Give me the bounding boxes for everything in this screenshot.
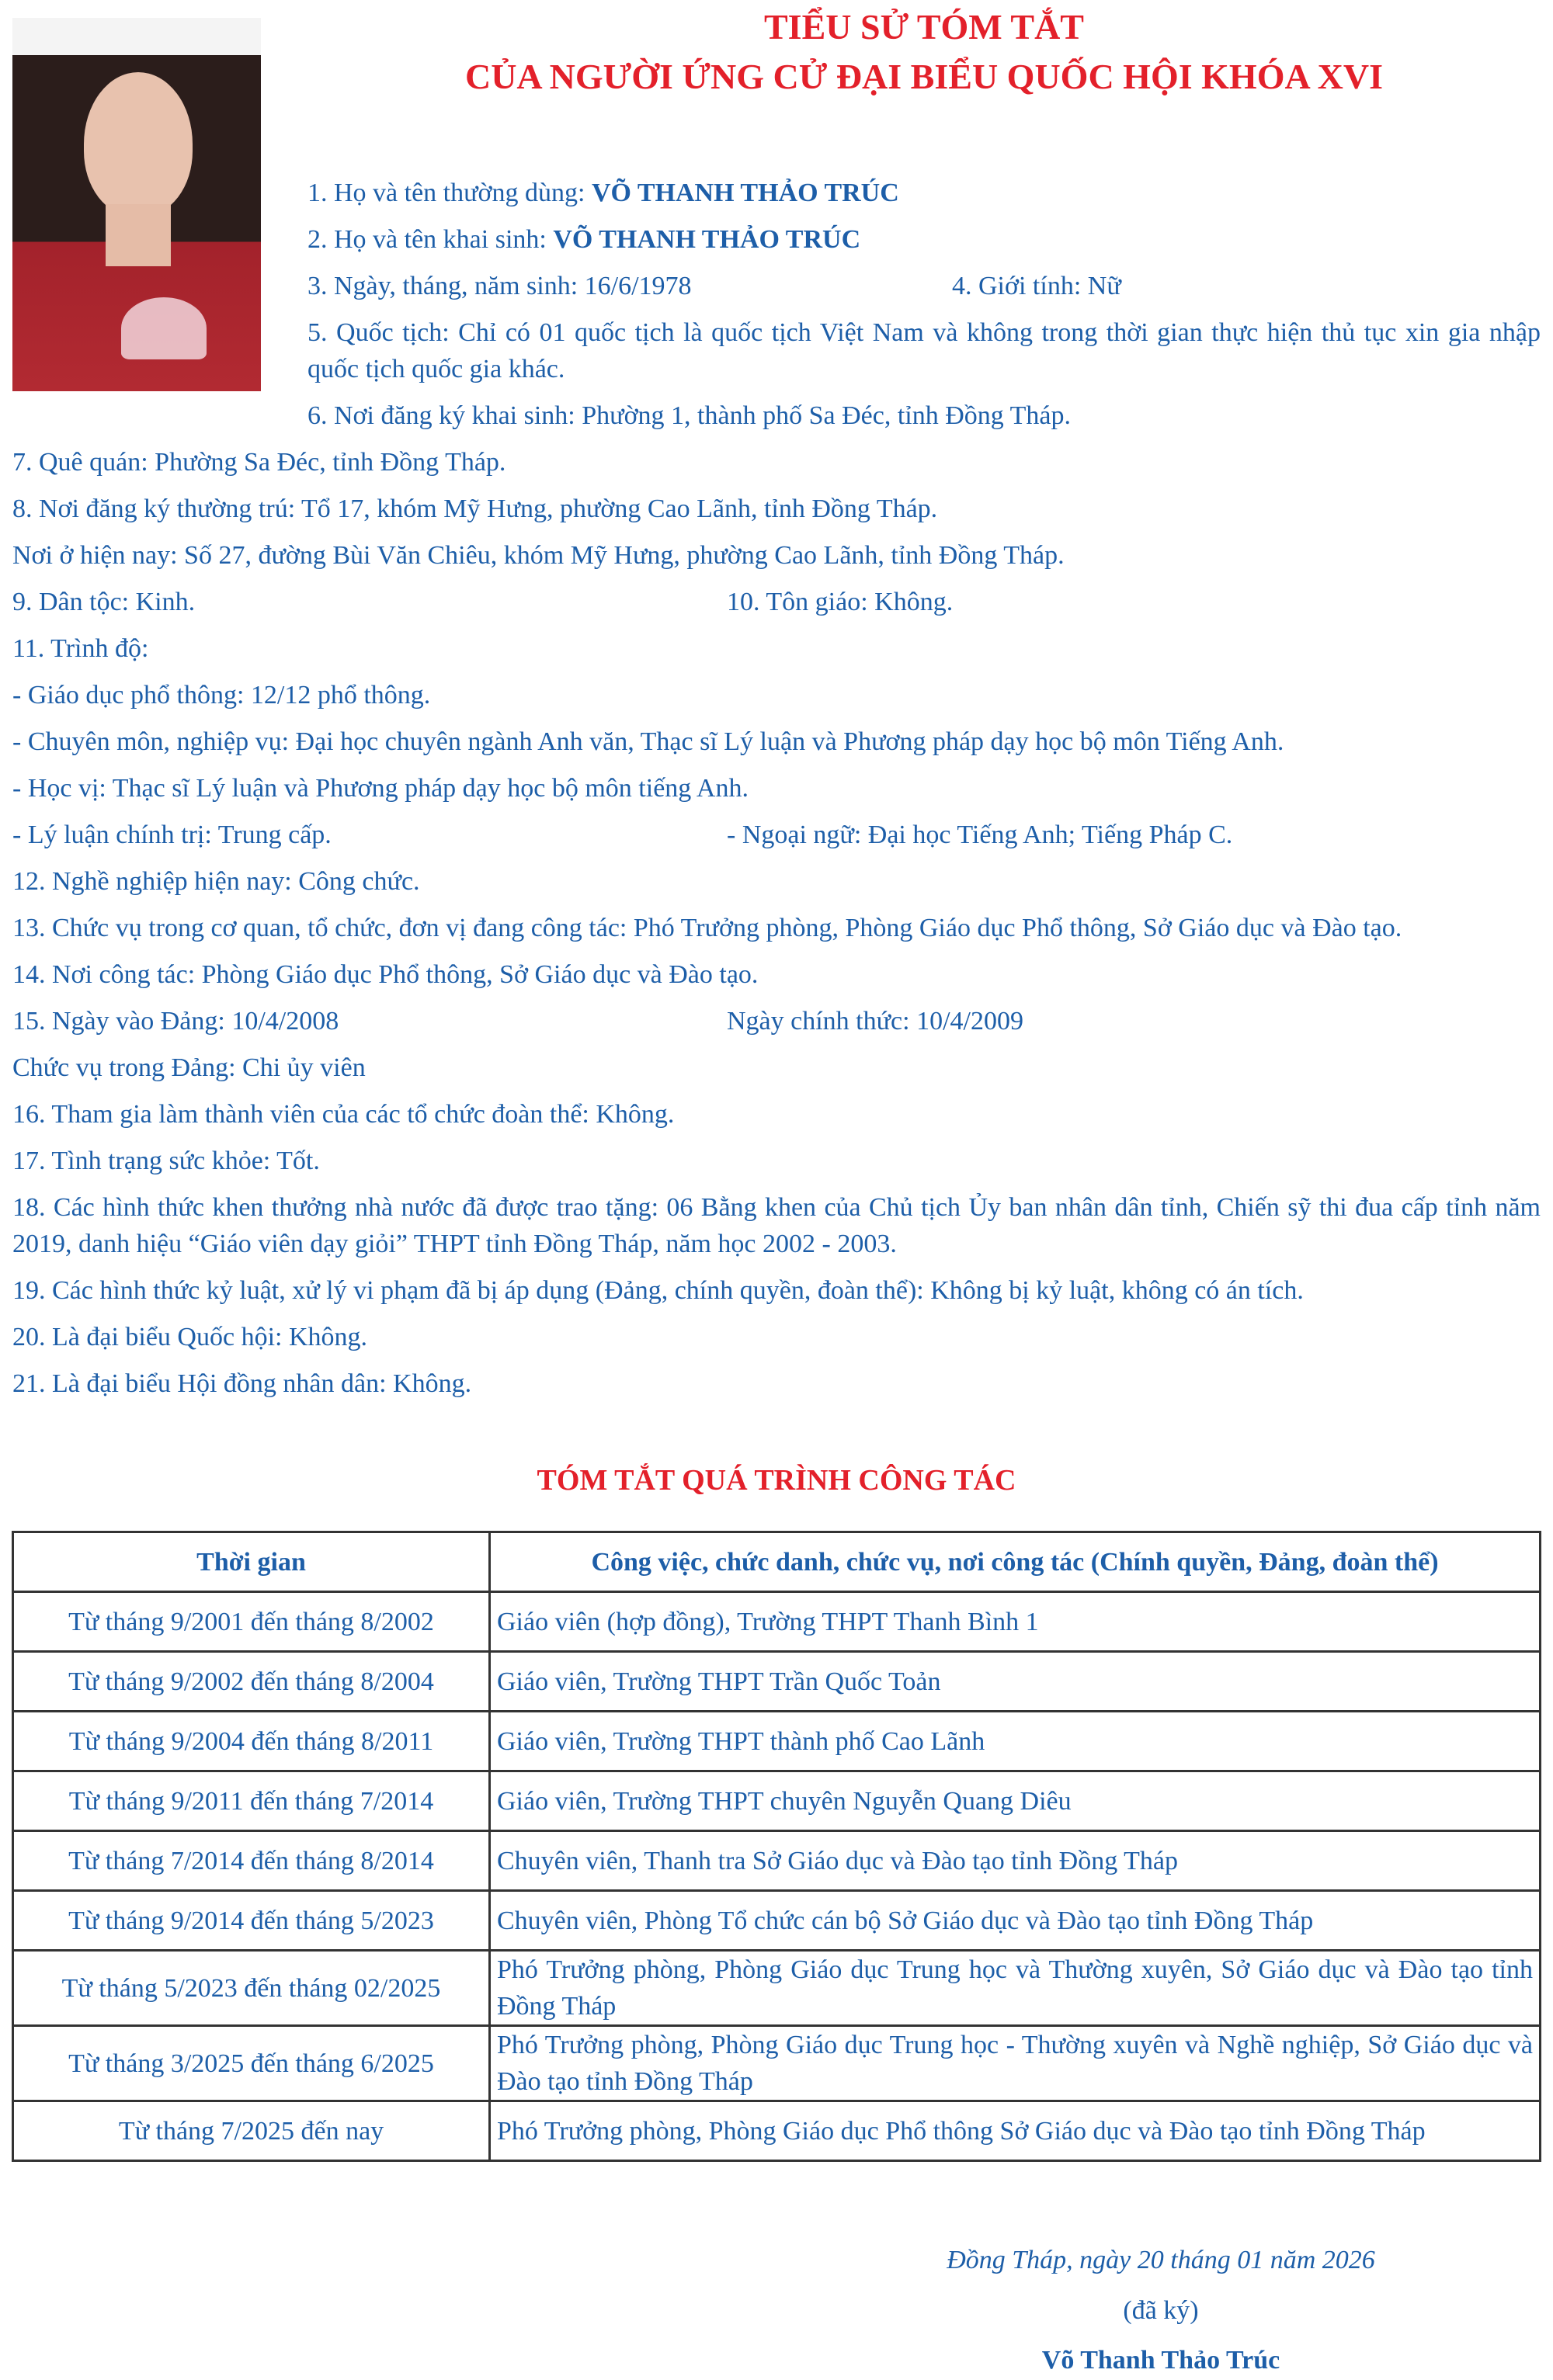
table-row [13, 1652, 1541, 1712]
table-row [13, 1592, 1541, 1652]
period-cell: Từ tháng 7/2014 đến tháng 8/2014 [13, 1831, 490, 1891]
signed-note: (đã ký) [1123, 2296, 1199, 2325]
item-politics-language [12, 817, 1541, 853]
label: 2. Họ và tên khai sinh: [307, 225, 554, 254]
biography-fields [12, 175, 1541, 1412]
table-row [13, 1712, 1541, 1771]
header-time: Thời gian [13, 1532, 490, 1592]
party-official-date: Ngày chính thức: 10/4/2009 [727, 1007, 1023, 1036]
section-title: TÓM TẮT QUÁ TRÌNH CÔNG TÁC [537, 1464, 1016, 1497]
table-header [13, 1532, 1541, 1592]
item-discipline: 19. Các hình thức kỷ luật, xử lý vi phạm đã bị áp dụng (Đảng, chính quyền, đoàn thể): Không bị kỷ luật, không có án tích. [12, 1276, 1304, 1305]
item-nationality: 5. Quốc tịch: Chỉ có 01 quốc tịch là quốc tịch Việt Nam và không trong thời gian thực hiện thủ tục xin gia nhập quốc tịch quốc gia khác. [307, 318, 1541, 383]
item-hometown: 7. Quê quán: Phường Sa Đéc, tỉnh Đồng Tháp. [12, 448, 506, 477]
item-council-deputy: 21. Là đại biểu Hội đồng nhân dân: Không. [12, 1369, 472, 1398]
table-row [13, 2026, 1541, 2101]
work-history-table [12, 1531, 1541, 2162]
work-cell: Chuyên viên, Phòng Tổ chức cán bộ Sở Giáo dục và Đào tạo tỉnh Đồng Tháp [490, 1891, 1541, 1951]
work-cell: Phó Trưởng phòng, Phòng Giáo dục Trung học - Thường xuyên và Nghề nghiệp, Sở Giáo dục và Đào tạo tỉnh Đồng Tháp [490, 2026, 1541, 2101]
place-date: Đồng Tháp, ngày 20 tháng 01 năm 2026 [947, 2246, 1375, 2274]
item-party-position: Chức vụ trong Đảng: Chi ủy viên [12, 1053, 366, 1082]
table-row [13, 1951, 1541, 2026]
item-awards: 18. Các hình thức khen thưởng nhà nước đã được trao tặng: 06 Bằng khen của Chủ tịch Ủy ban nhân dân tỉnh, Chiến sỹ thi đua cấp tỉnh năm 2019, danh hiệu “Giáo viên dạy giỏi” THPT tỉnh Đồng Tháp, năm học 2002 - 2003. [12, 1193, 1541, 1258]
item-general-education: - Giáo dục phổ thông: 12/12 phổ thông. [12, 681, 431, 709]
item-na-deputy: 20. Là đại biểu Quốc hội: Không. [12, 1323, 368, 1351]
political-theory: - Lý luận chính trị: Trung cấp. [12, 821, 332, 849]
work-cell: Chuyên viên, Thanh tra Sở Giáo dục và Đào tạo tỉnh Đồng Tháp [490, 1831, 1541, 1891]
period-cell: Từ tháng 9/2004 đến tháng 8/2011 [13, 1712, 490, 1771]
item-health: 17. Tình trạng sức khỏe: Tốt. [12, 1147, 320, 1175]
name-value: VÕ THANH THẢO TRÚC [591, 179, 899, 207]
signer-name: Võ Thanh Thảo Trúc [1041, 2346, 1280, 2375]
item-current-address: Nơi ở hiện nay: Số 27, đường Bùi Văn Chiêu, khóm Mỹ Hưng, phường Cao Lãnh, tỉnh Đồng Tháp. [12, 541, 1065, 570]
work-cell: Phó Trưởng phòng, Phòng Giáo dục Trung học và Thường xuyên, Sở Giáo dục và Đào tạo tỉnh Đồng Tháp [490, 1951, 1541, 2026]
dob: 3. Ngày, tháng, năm sinh: 16/6/1978 [307, 272, 692, 300]
item-dob-gender [307, 268, 1541, 304]
item-degree: - Học vị: Thạc sĩ Lý luận và Phương pháp dạy học bộ môn tiếng Anh. [12, 774, 749, 803]
title-line-2: CỦA NGƯỜI ỨNG CỬ ĐẠI BIỂU QUỐC HỘI KHÓA XVI [464, 57, 1383, 96]
item-education: 11. Trình độ: [12, 634, 149, 663]
period-cell: Từ tháng 9/2011 đến tháng 7/2014 [13, 1771, 490, 1831]
work-cell: Giáo viên, Trường THPT Trần Quốc Toản [490, 1652, 1541, 1712]
item-common-name [307, 175, 1541, 211]
item-organizations: 16. Tham gia làm thành viên của các tổ chức đoàn thể: Không. [12, 1100, 675, 1129]
period-cell: Từ tháng 3/2025 đến tháng 6/2025 [13, 2026, 490, 2101]
period-cell: Từ tháng 7/2025 đến nay [13, 2101, 490, 2161]
item-birth-registration: 6. Nơi đăng ký khai sinh: Phường 1, thành phố Sa Đéc, tỉnh Đồng Tháp. [307, 401, 1072, 430]
table-row [13, 1831, 1541, 1891]
work-cell: Giáo viên, Trường THPT chuyên Nguyễn Quang Diêu [490, 1771, 1541, 1831]
period-cell: Từ tháng 9/2001 đến tháng 8/2002 [13, 1592, 490, 1652]
item-specialty: - Chuyên môn, nghiệp vụ: Đại học chuyên ngành Anh văn, Thạc sĩ Lý luận và Phương pháp dạy học bộ môn Tiếng Anh. [12, 727, 1284, 756]
table-row [13, 1891, 1541, 1951]
gender: 4. Giới tính: Nữ [952, 272, 1121, 300]
ethnicity: 9. Dân tộc: Kinh. [12, 588, 196, 616]
table-row [13, 1771, 1541, 1831]
name-value: VÕ THANH THẢO TRÚC [553, 225, 861, 254]
party-join-date: 15. Ngày vào Đảng: 10/4/2008 [12, 1007, 339, 1036]
period-cell: Từ tháng 5/2023 đến tháng 02/2025 [13, 1951, 490, 2026]
header-work: Công việc, chức danh, chức vụ, nơi công tác (Chính quyền, Đảng, đoàn thể) [490, 1532, 1541, 1592]
item-birth-name [307, 221, 1541, 258]
item-occupation: 12. Nghề nghiệp hiện nay: Công chức. [12, 867, 420, 896]
item-position: 13. Chức vụ trong cơ quan, tổ chức, đơn vị đang công tác: Phó Trưởng phòng, Phòng Giáo dục Phổ thông, Sở Giáo dục và Đào tạo. [12, 914, 1402, 942]
item-ethnicity-religion [12, 584, 1541, 620]
item-party-dates [12, 1003, 1541, 1039]
foreign-language: - Ngoại ngữ: Đại học Tiếng Anh; Tiếng Pháp C. [727, 821, 1233, 849]
label: 1. Họ và tên thường dùng: [307, 179, 592, 207]
item-permanent-residence: 8. Nơi đăng ký thường trú: Tổ 17, khóm Mỹ Hưng, phường Cao Lãnh, tỉnh Đồng Tháp. [12, 494, 938, 523]
work-cell: Phó Trưởng phòng, Phòng Giáo dục Phổ thông Sở Giáo dục và Đào tạo tỉnh Đồng Tháp [490, 2101, 1541, 2161]
item-workplace: 14. Nơi công tác: Phòng Giáo dục Phổ thông, Sở Giáo dục và Đào tạo. [12, 960, 759, 989]
title-line-1: TIỂU SỬ TÓM TẮT [764, 7, 1084, 47]
religion: 10. Tôn giáo: Không. [727, 588, 954, 616]
period-cell: Từ tháng 9/2014 đến tháng 5/2023 [13, 1891, 490, 1951]
period-cell: Từ tháng 9/2002 đến tháng 8/2004 [13, 1652, 490, 1712]
table-row [13, 2101, 1541, 2161]
work-cell: Giáo viên, Trường THPT thành phố Cao Lãnh [490, 1712, 1541, 1771]
work-cell: Giáo viên (hợp đồng), Trường THPT Thanh Bình 1 [490, 1592, 1541, 1652]
